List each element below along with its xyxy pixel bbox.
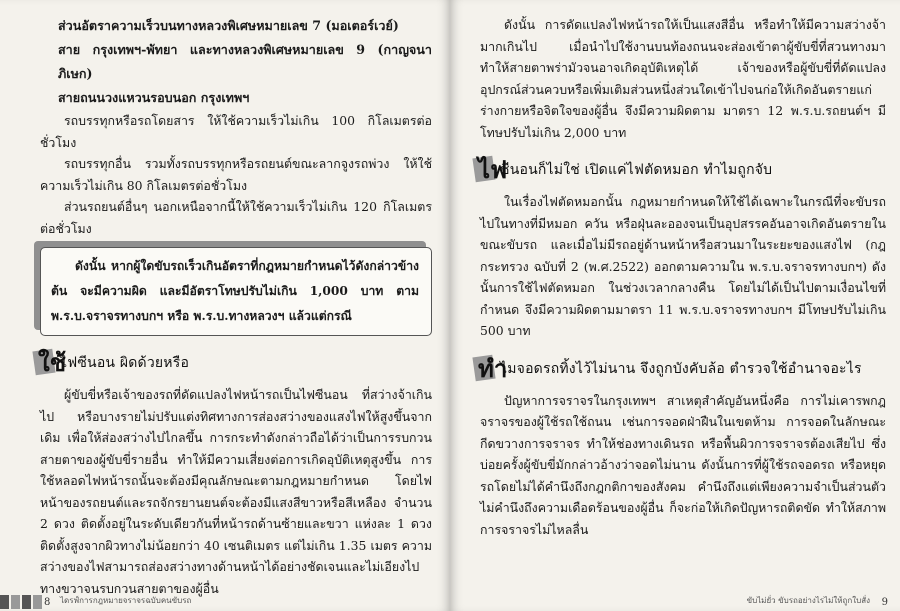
heading-initial: ทำ bbox=[478, 354, 508, 383]
heading-mark bbox=[474, 155, 508, 185]
left-paragraph-1: รถบรรทุกหรือรถโดยสาร ให้ใช้ความเร็วไม่เกิน 100 กิโลเมตรต่อชั่วโมง bbox=[40, 113, 432, 150]
left-paragraph-3: ส่วนรถยนต์อื่นๆ นอกเหนือจากนี้ให้ใช้ความเร็วไม่เกิน 120 กิโลเมตรต่อชั่วโมง bbox=[40, 199, 432, 236]
heading-text: ซีนอนก็ไม่ใช่ เปิดแค่ไฟตัดหมอก ทำไมถูกจับ bbox=[500, 162, 773, 178]
section-heading-wheel-clamp bbox=[474, 352, 886, 386]
footer-block bbox=[22, 595, 31, 609]
heading-text: ไมจอดรถทิ้งไว้ไม่นาน จึงถูกบังคับล้อ ตำรวจใช้อำนาจอะไร bbox=[500, 360, 862, 377]
heading-mark bbox=[474, 354, 508, 384]
left-title-line-1: ส่วนอัตราความเร็วบนทางหลวงพิเศษหมายเลข 7 (มอเตอร์เวย์) bbox=[58, 18, 399, 33]
wheel-clamp-paragraph: ปัญหาการจราจรในกรุงเทพฯ สาเหตุสำคัญอันหนึ่งคือ การไม่เคารพกฎจราจรของผู้ใช้รถใช้ถนน เช่นการจอดฝ่าฝืนในเขตห้าม การจอดในลักษณะกีดขวางการจราจร ทำให้ช่องทางเดินรถ หรือพื้นผิวการจราจรต้องเสียไป ซึ่งบ่อยครั้งผู้ขับขี่มักกล่าวอ้างว่าจอดไม่นาน ดังนั้นการที่ผู้ใช้รถจอดรถ หรือหยุดรถโดยไม่ได้คำนึงถึงกฎกติกาของสังคม คำนึงถึงแต่เพียงความจำเป็นส่วนตัว ไม่คำนึงถึงความเดือดร้อนของผู้อื่น ก็จะก่อให้เกิดปัญหารถติดขัด ทำให้สภาพการจราจรไม่ไหลลื่น bbox=[480, 392, 886, 537]
heading-text: ไฟซีนอน ผิดด้วยหรือ bbox=[60, 355, 190, 371]
footer-blocks bbox=[0, 595, 42, 609]
section-heading-foglight bbox=[474, 153, 886, 187]
xenon-paragraph: ผู้ขับขี่หรือเจ้าของรถที่ดัดแปลงไฟหน้ารถเป็นไฟซีนอน ที่สว่างจ้าเกินไป หรือบางรายไม่ปรับแต่งทิศทางการส่องสว่างของแสงไฟให้สูงขึ้นจากเดิม เพื่อให้ส่องสว่างไปไกลขึ้น การกระทำดังกล่าวถือได้ว่าเป็นการรบกวนสายตาของผู้ขับขี่รายอื่น ทำให้มีความเสี่ยงต่อการเกิดอุบัติเหตุสูงขึ้น การใช้หลอดไฟหน้ารถนั้นจะต้องมีคุณลักษณะตามกฎหมายกำหนด โดยไฟหน้าของรถยนต์และรถจักรยานยนต์จะต้องมีแสงสีขาวหรือสีเหลือง จำนวน 2 ดวง ติดตั้งอยู่ในระดับเดียวกันที่หน้ารถด้านซ้ายและขวา แห่งละ 1 ดวง ติดตั้งสูงจากผิวทางไม่น้อยกว่า 40 เซนติเมตร แต่ไม่เกิน 1.35 เมตร ความสว่างของไฟสามารถส่องสว่างทางด้านหน้าได้อย่างชัดเจนและไม่เอียงไปทางขวาจนรบกวนสายตาของผู้อื่น bbox=[40, 387, 432, 596]
heading-initial: ใช้ bbox=[38, 349, 67, 377]
left-footer bbox=[0, 591, 450, 611]
heading-mark bbox=[34, 348, 67, 378]
callout-box bbox=[40, 247, 432, 336]
page-number: 8 bbox=[44, 597, 51, 608]
running-footer: ไดรฟ์การกฎหมายจราจรฉบับคนขับรถ bbox=[60, 596, 192, 605]
footer-block bbox=[11, 595, 20, 609]
left-title-line-2: สาย กรุงเทพฯ-พัทยา และทางหลวงพิเศษหมายเลข 9 (กาญจนาภิเษก) bbox=[58, 42, 432, 81]
section-heading-xenon bbox=[34, 346, 432, 380]
right-footer bbox=[450, 591, 900, 611]
foglight-paragraph: ในเรื่องไฟตัดหมอกนั้น กฎหมายกำหนดให้ใช้ได้เฉพาะในกรณีที่จะขับรถไปในทางที่มีหมอก ควัน หรือฝุ่นละอองจนเป็นอุปสรรคอันอาจเกิดอันตรายในขณะขับรถ และเมื่อไม่มีรถอยู่ด้านหน้าหรือสวนมาในระยะของแสงไฟ (กฎกระทรวง ฉบับที่ 2 (พ.ศ.2522) ออกตามความใน พ.ร.บ.จราจรทางบกฯ) ดังนั้นการใช้ไฟตัดหมอก ในช่วงเวลากลางคืน โดยไม่ได้เป็นไปตามเงื่อนไขที่กำหนด จึงมีความผิดตามมาตรา 11 พ.ร.บ.จราจรทางบกฯ มีโทษปรับไม่เกิน 500 บาท bbox=[480, 194, 886, 338]
heading-initial: ไฟ bbox=[478, 156, 508, 184]
page-number: 9 bbox=[881, 597, 888, 608]
right-intro-paragraph: ดังนั้น การดัดแปลงไฟหน้ารถให้เป็นแสงสีอื่น หรือทำให้มีความสว่างจ้ามากเกินไป เมื่อนำไปใช้งานบนท้องถนนจะส่องเข้าตาผู้ขับขี่ที่สวนทางมา ทำให้สายตาพร่ามัวจนอาจเกิดอุบัติเหตุได้ เจ้าของหรือผู้ขับขี่ที่ดัดแปลงอุปกรณ์ส่วนควบหรือเพิ่มเติมส่วนหนึ่งส่วนใดเข้าไปจนก่อให้เกิดอันตรายแก่ร่างกายหรือจิตใจของผู้อื่น จึงมีความผิดตาม มาตรา 12 พ.ร.บ.รถยนต์ฯ มีโทษปรับไม่เกิน 2,000 บาท bbox=[480, 17, 886, 140]
left-paragraph-2: รถบรรทุกอื่น รวมทั้งรถบรรทุกหรือรถยนต์ขณะลากจูงรถพ่วง ให้ใช้ความเร็วไม่เกิน 80 กิโลเมตรต่อชั่วโมง bbox=[40, 156, 432, 193]
left-title-line-3: สายถนนวงแหวนรอบนอก กรุงเทพฯ bbox=[58, 90, 250, 105]
penalty-callout bbox=[40, 247, 432, 336]
right-page bbox=[450, 0, 900, 611]
footer-block bbox=[33, 595, 42, 609]
running-footer: ขับไม่ยั่ว ขับรถอย่างไรไม่ให้ถูกใบสั่ง bbox=[746, 596, 870, 605]
footer-block bbox=[0, 595, 9, 609]
callout-text: ดังนั้น หากผู้ใดขับรถเร็วเกินอัตราที่กฎหมายกำหนดไว้ดังกล่าวข้างต้น จะมีความผิด และมีอัตราโทษปรับไม่เกิน 1,000 บาท ตาม พ.ร.บ.จราจรทางบกฯ หรือ พ.ร.บ.ทางหลวงฯ แล้วแต่กรณี bbox=[51, 259, 419, 323]
